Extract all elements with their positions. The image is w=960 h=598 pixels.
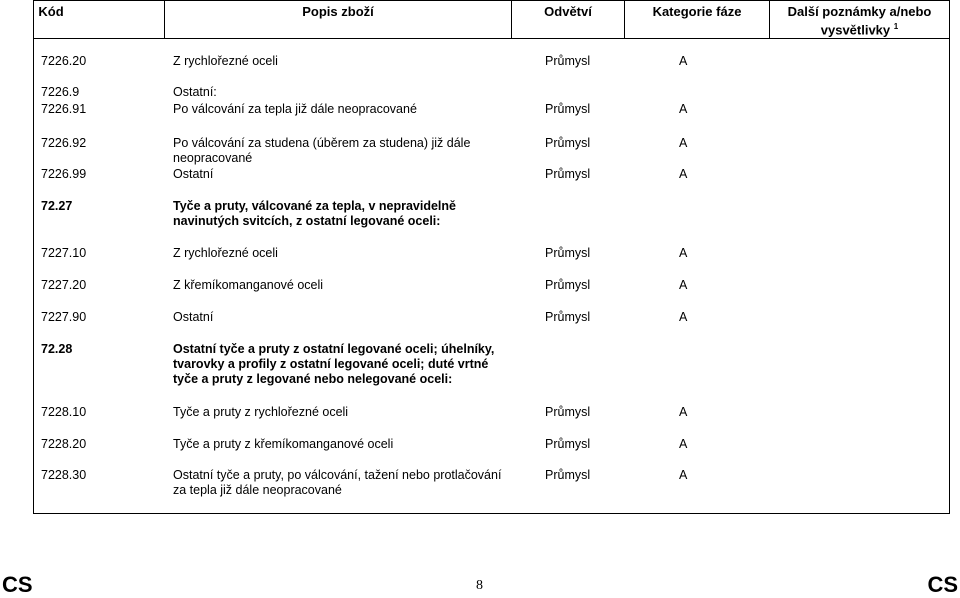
row-code: 7226.92 (41, 136, 87, 150)
footnote-marker: 1 (893, 22, 899, 31)
row-code: 7228.10 (41, 405, 87, 419)
row-sector: Průmysl (545, 310, 591, 324)
header-notes-line1: Další poznámky a/nebo (787, 4, 932, 19)
footer-language-left: CS (2, 572, 33, 597)
row-phase: A (679, 437, 688, 451)
row-code: 7226.91 (41, 102, 87, 116)
row-description: Po válcování za studena (úběrem za studena) již dále neopracované (173, 136, 471, 165)
row-code: 7226.9 (41, 85, 80, 99)
row-code: 7226.20 (41, 54, 87, 68)
row-code: 7228.30 (41, 468, 87, 482)
header-notes (770, 1, 949, 38)
row-code: 7226.99 (41, 167, 87, 181)
row-sector: Průmysl (545, 468, 591, 482)
row-phase: A (679, 54, 688, 68)
row-sector: Průmysl (545, 54, 591, 68)
row-code: 7228.20 (41, 437, 87, 451)
row-sector: Průmysl (545, 405, 591, 419)
header-notes-line2: vysvětlivky (820, 22, 891, 38)
row-description: Po válcování za tepla již dále neopracované (173, 102, 417, 116)
table-header (34, 1, 949, 39)
row-phase: A (679, 246, 688, 260)
row-code: 7227.20 (41, 278, 87, 292)
page-number: 8 (476, 578, 483, 593)
row-sector: Průmysl (545, 437, 591, 451)
row-description: Z rychlořezné oceli (173, 54, 278, 68)
row-code: 72.28 (41, 342, 73, 356)
row-code: 7227.10 (41, 246, 87, 260)
page-footer (0, 572, 960, 596)
row-phase: A (679, 167, 688, 181)
goods-table (33, 0, 950, 514)
row-phase: A (679, 102, 688, 116)
row-description: Ostatní tyče a pruty z ostatní legované oceli; úhelníky, tvarovky a profily z ostatní legované oceli; duté vrtné tyče a pruty z legované nebo nelegované oceli: (173, 342, 495, 386)
row-description: Ostatní (173, 167, 214, 181)
header-description: Popis zboží (302, 4, 374, 19)
row-code: 7227.90 (41, 310, 87, 324)
row-phase: A (679, 405, 688, 419)
row-description: Z rychlořezné oceli (173, 246, 278, 260)
header-sector: Odvětví (544, 4, 592, 19)
header-phase-category: Kategorie fáze (652, 4, 742, 19)
row-description: Tyče a pruty z křemíkomanganové oceli (173, 437, 394, 451)
row-description: Ostatní: (173, 85, 217, 99)
row-phase: A (679, 310, 688, 324)
row-sector: Průmysl (545, 246, 591, 260)
row-sector: Průmysl (545, 136, 591, 150)
row-phase: A (679, 468, 688, 482)
row-code: 72.27 (41, 199, 73, 213)
row-sector: Průmysl (545, 102, 591, 116)
row-description: Z křemíkomanganové oceli (173, 278, 324, 292)
row-description: Tyče a pruty z rychlořezné oceli (173, 405, 349, 419)
row-phase: A (679, 136, 688, 150)
row-description: Ostatní tyče a pruty, po válcování, tažení nebo protlačování za tepla již dále neopracované (173, 468, 502, 497)
row-sector: Průmysl (545, 167, 591, 181)
row-sector: Průmysl (545, 278, 591, 292)
row-description: Ostatní (173, 310, 214, 324)
footer-language-right: CS (927, 572, 958, 597)
row-description: Tyče a pruty, válcované za tepla, v nepravidelně navinutých svitcích, z ostatní legované oceli: (173, 199, 456, 228)
header-code: Kód (38, 4, 64, 19)
row-phase: A (679, 278, 688, 292)
